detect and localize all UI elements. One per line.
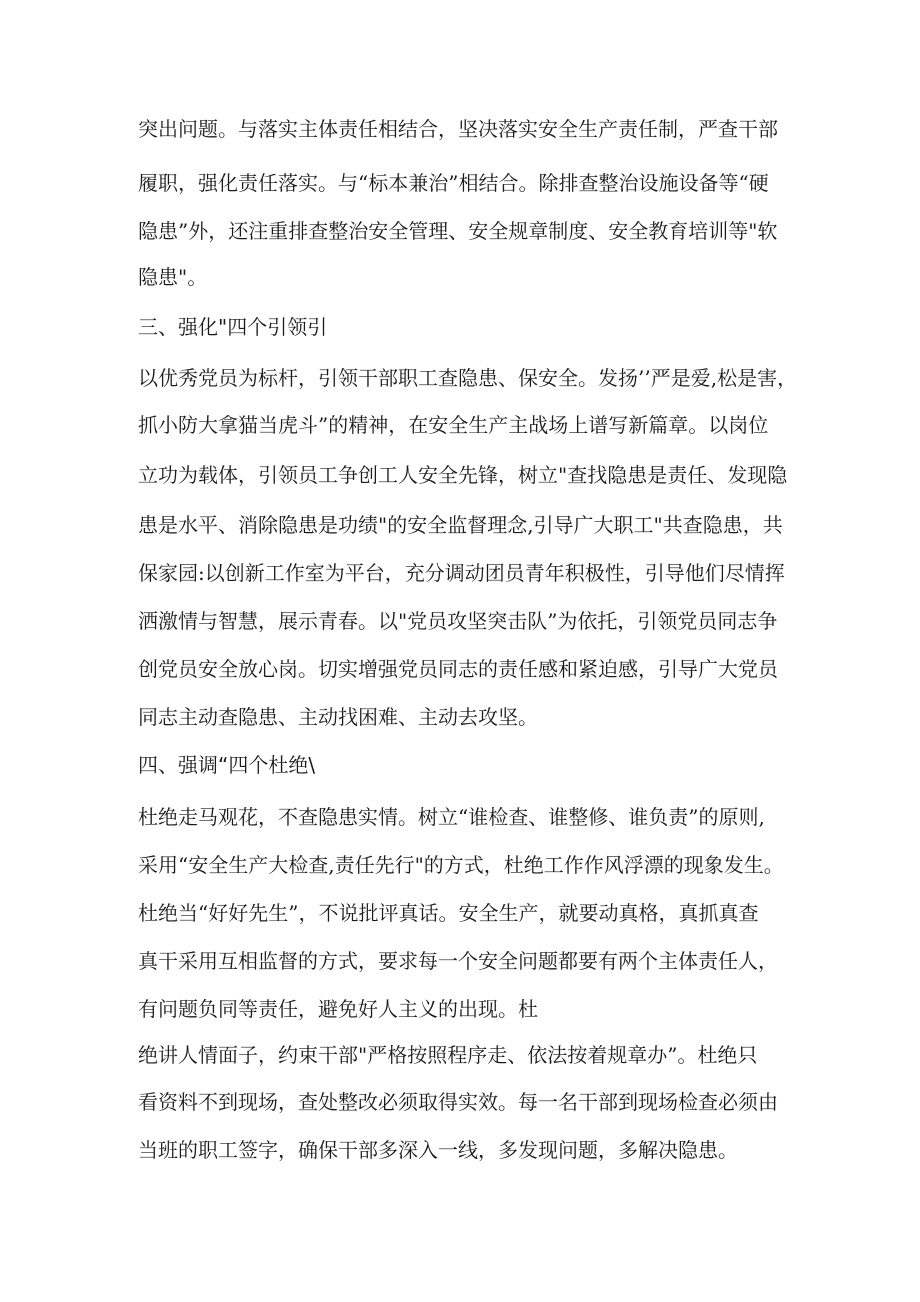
paragraph-line: 隐患”外，还注重排查整治安全管理、安全规章制度、安全教育培训等"软 — [138, 219, 778, 243]
paragraph-line: 以优秀党员为标杆，引领干部职工查隐患、保安全。发扬’’严是爱,松是害， — [138, 366, 798, 390]
paragraph-line: 保家园:以创新工作室为平台，充分调动团员青年积极性，引导他们尽情挥 — [138, 561, 785, 585]
paragraph-line: 洒激情与智慧，展示青春。以"党员攻坚突击队”为依托，引领党员同志争 — [138, 609, 778, 633]
paragraph-line: 突出问题。与落实主体责任相结合，坚决落实安全生产责任制，严查干部 — [138, 117, 778, 141]
paragraph-line: 当班的职工签字，确保干部多深入一线，多发现问题，多解决隐患。 — [138, 1138, 738, 1162]
paragraph-line: 绝讲人情面子，约束干部"严格按照程序走、依法按着规章办”。杜绝只 — [138, 1043, 758, 1067]
section-heading-3: 三、强化"四个引领引 — [138, 315, 328, 339]
paragraph-line: 看资料不到现场，查处整改必须取得实效。每一名干部到现场检查必须由 — [138, 1090, 778, 1114]
paragraph-line: 隐患"。 — [138, 265, 208, 289]
paragraph-line: 杜绝当“好好先生”，不说批评真话。安全生产，就要动真格，真抓真查 — [138, 901, 759, 925]
paragraph-line: 创党员安全放心岗。切实增强党员同志的责任感和紧迫感，引导广大党员 — [138, 657, 778, 681]
paragraph-line: 同志主动查隐患、主动找困难、主动去攻坚。 — [138, 705, 538, 729]
section-heading-4: 四、强调“四个杜绝\ — [138, 753, 316, 777]
paragraph-line: 立功为载体，引领员工争创工人安全先锋，树立"查找隐患是责任、发现隐 — [138, 463, 788, 487]
paragraph-line: 患是水平、消除隐患是功绩"的安全监督理念,引导广大职工"共查隐患，共 — [138, 513, 783, 537]
paragraph-line: 履职，强化责任落实。与“标本兼治”相结合。除排查整治设施设备等“硬 — [138, 171, 769, 195]
paragraph-line: 杜绝走马观花，不查隐患实情。树立“谁检查、谁整修、谁负责”的原则, — [138, 805, 765, 829]
paragraph-line: 真干采用互相监督的方式，要求每一个安全问题都要有两个主体责任人， — [138, 949, 778, 973]
paragraph-line: 有问题负同等责任，避免好人主义的出现。杜 — [138, 997, 538, 1021]
paragraph-line: 采用“安全生产大检查,责任先行"的方式，杜绝工作作风浮漂的现象发生。 — [138, 853, 784, 877]
paragraph-line: 抓小防大拿猫当虎斗”的精神，在安全生产主战场上谱写新篇章。以岗位 — [138, 413, 769, 437]
